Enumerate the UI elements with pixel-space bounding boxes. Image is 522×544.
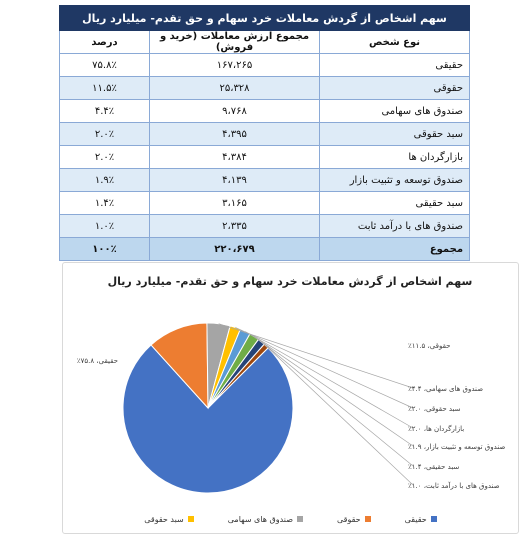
legend-item — [405, 511, 437, 527]
legend-item — [228, 511, 303, 527]
cell-value: ۴،۱۳۹ — [150, 169, 320, 192]
cell-percent: ۱.۰٪ — [60, 215, 150, 238]
cell-percent: ۴.۴٪ — [60, 100, 150, 123]
cell-type: صندوق های سهامی — [320, 100, 470, 123]
chart-title: سهم اشخاص از گردش معاملات خرد سهام و حق تقدم- میلیارد ریال — [107, 275, 473, 288]
slice-label: بازارگردان ها، ۲.۰٪ — [408, 425, 465, 433]
table-row — [60, 77, 470, 100]
cell-type: سبد حقیقی — [320, 192, 470, 215]
pie-chart — [63, 263, 518, 511]
cell-type: حقوقی — [320, 77, 470, 100]
legend-swatch — [431, 516, 437, 522]
cell-percent: ۱.۴٪ — [60, 192, 150, 215]
data-table — [59, 5, 470, 261]
table-row — [60, 146, 470, 169]
slice-label: صندوق توسعه و تثبیت بازار، ۱.۹٪ — [408, 443, 506, 451]
cell-value: ۱۶۷،۲۶۵ — [150, 54, 320, 77]
table-header-row — [60, 31, 470, 54]
slice-label: حقیقی، ۷۵.۸٪ — [76, 357, 118, 365]
total-percent: ۱۰۰٪ — [60, 238, 150, 261]
table-title-row — [60, 6, 470, 31]
legend-label: صندوق های سهامی — [227, 514, 293, 524]
cell-value: ۲،۳۳۵ — [150, 215, 320, 238]
cell-type: صندوق توسعه و تثبیت بازار — [320, 169, 470, 192]
total-value: ۲۲۰،۶۷۹ — [150, 238, 320, 261]
legend-item — [144, 511, 193, 527]
cell-percent: ۲.۰٪ — [60, 123, 150, 146]
chart-legend — [63, 511, 518, 527]
legend-label: سبد حقوقی — [144, 514, 184, 524]
header-percent: درصد — [60, 31, 150, 54]
table-row — [60, 169, 470, 192]
cell-value: ۲۵،۳۲۸ — [150, 77, 320, 100]
table-row — [60, 123, 470, 146]
cell-type: بازارگردان ها — [320, 146, 470, 169]
cell-percent: ۱۱.۵٪ — [60, 77, 150, 100]
table-total-row — [60, 238, 470, 261]
cell-type: سبد حقوقی — [320, 123, 470, 146]
cell-percent: ۲.۰٪ — [60, 146, 150, 169]
table-title: سهم اشخاص از گردش معاملات خرد سهام و حق تقدم- میلیارد ریال — [60, 6, 470, 31]
table-row — [60, 54, 470, 77]
pie-chart-panel — [62, 262, 519, 534]
legend-swatch — [297, 516, 303, 522]
cell-value: ۴،۳۹۵ — [150, 123, 320, 146]
cell-value: ۳،۱۶۵ — [150, 192, 320, 215]
table-row — [60, 100, 470, 123]
cell-type: حقیقی — [320, 54, 470, 77]
cell-percent: ۷۵.۸٪ — [60, 54, 150, 77]
legend-label: حقوقی — [337, 514, 361, 524]
table-row — [60, 215, 470, 238]
cell-percent: ۱.۹٪ — [60, 169, 150, 192]
legend-item — [337, 511, 371, 527]
legend-label: حقیقی — [404, 514, 427, 524]
legend-swatch — [188, 516, 194, 522]
legend-swatch — [365, 516, 371, 522]
pie-slices — [123, 323, 293, 493]
slice-label: سبد حقوقی، ۲.۰٪ — [408, 405, 461, 413]
header-value: مجموع ارزش معاملات (خرید و فروش) — [150, 31, 320, 54]
total-type: مجموع — [320, 238, 470, 261]
slice-label: صندوق های با درآمد ثابت، ۱.۰٪ — [408, 482, 500, 490]
cell-type: صندوق های با درآمد ثابت — [320, 215, 470, 238]
cell-value: ۹،۷۶۸ — [150, 100, 320, 123]
cell-value: ۴،۳۸۴ — [150, 146, 320, 169]
data-table-container — [59, 5, 469, 261]
header-type: نوع شخص — [320, 31, 470, 54]
slice-label: حقوقی، ۱۱.۵٪ — [408, 342, 451, 350]
table-row — [60, 192, 470, 215]
slice-label: سبد حقیقی، ۱.۴٪ — [408, 463, 460, 471]
slice-label: صندوق های سهامی، ۴.۴٪ — [408, 385, 484, 393]
